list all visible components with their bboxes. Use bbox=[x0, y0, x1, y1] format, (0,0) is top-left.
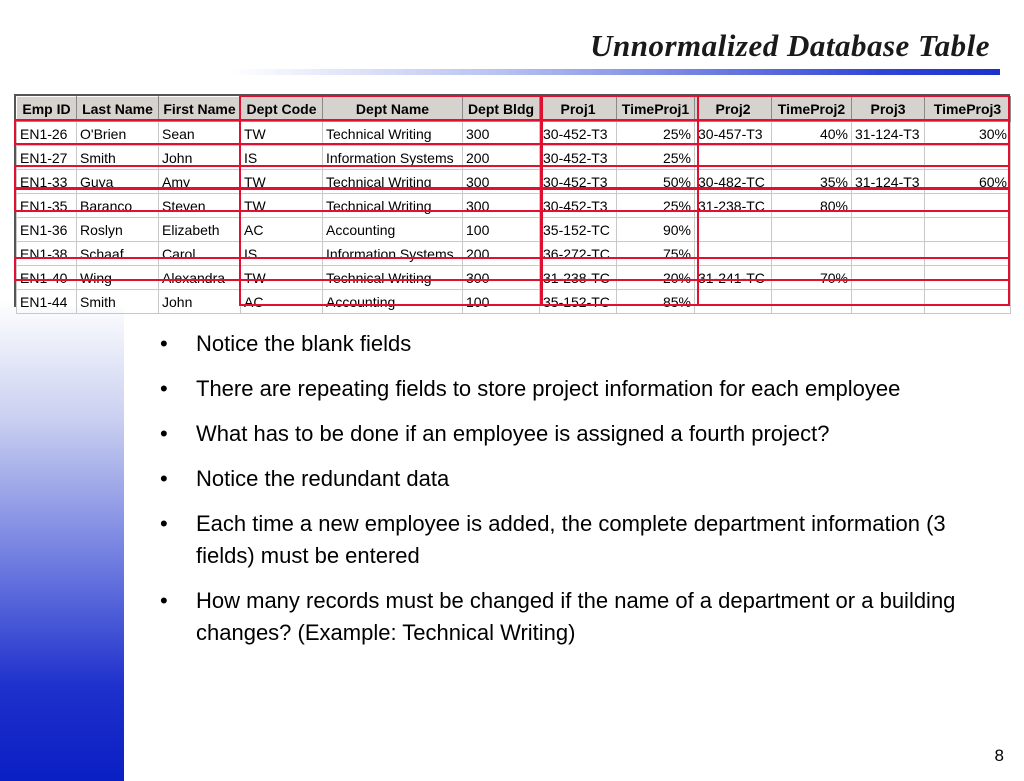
table-cell: 35% bbox=[772, 170, 852, 194]
column-header: TimeProj1 bbox=[617, 97, 695, 122]
table-cell bbox=[852, 194, 925, 218]
table-cell: 200 bbox=[463, 146, 540, 170]
table-cell: 50% bbox=[617, 170, 695, 194]
table-cell bbox=[852, 242, 925, 266]
table-cell bbox=[695, 242, 772, 266]
bullet-list bbox=[160, 328, 1005, 662]
table-cell: 300 bbox=[463, 122, 540, 146]
table-cell: EN1-44 bbox=[17, 290, 77, 314]
table-cell: EN1-40 bbox=[17, 266, 77, 290]
bullet-item: • Notice the blank fields bbox=[160, 328, 1005, 360]
bullet-item: • There are repeating fields to store project information for each employee bbox=[160, 373, 1005, 405]
table-cell: 200 bbox=[463, 242, 540, 266]
table-cell: 31-238-TC bbox=[540, 266, 617, 290]
table-cell bbox=[772, 242, 852, 266]
table-cell: Technical Writing bbox=[323, 170, 463, 194]
table-cell: Technical Writing bbox=[323, 122, 463, 146]
table-cell: 20% bbox=[617, 266, 695, 290]
table-cell: 25% bbox=[617, 194, 695, 218]
table-cell: EN1-36 bbox=[17, 218, 77, 242]
table-cell: Sean bbox=[159, 122, 241, 146]
table-cell: 30-452-T3 bbox=[540, 170, 617, 194]
column-header: TimeProj2 bbox=[772, 97, 852, 122]
table-cell: 80% bbox=[772, 194, 852, 218]
table-cell: 25% bbox=[617, 146, 695, 170]
table-cell: Steven bbox=[159, 194, 241, 218]
table-cell: 100 bbox=[463, 290, 540, 314]
column-header: Dept Code bbox=[241, 97, 323, 122]
bullet-item: • Each time a new employee is added, the complete department information (3 fields) must be entered bbox=[160, 508, 1005, 572]
table-cell: 31-238-TC bbox=[695, 194, 772, 218]
table-cell: 30-482-TC bbox=[695, 170, 772, 194]
table-cell: 35-152-TC bbox=[540, 218, 617, 242]
column-header: Dept Bldg bbox=[463, 97, 540, 122]
table-cell: 100 bbox=[463, 218, 540, 242]
table-cell: John bbox=[159, 290, 241, 314]
table-cell: 25% bbox=[617, 122, 695, 146]
table-cell: TW bbox=[241, 194, 323, 218]
table-cell: AC bbox=[241, 290, 323, 314]
table-cell: 300 bbox=[463, 170, 540, 194]
table-cell bbox=[852, 266, 925, 290]
table-cell: EN1-33 bbox=[17, 170, 77, 194]
table-row bbox=[17, 290, 1011, 314]
table-cell bbox=[695, 218, 772, 242]
table-cell: Elizabeth bbox=[159, 218, 241, 242]
page-number: 8 bbox=[994, 746, 1004, 765]
table-cell: TW bbox=[241, 122, 323, 146]
table-cell: Amy bbox=[159, 170, 241, 194]
table-cell bbox=[852, 290, 925, 314]
bullet-item: • Notice the redundant data bbox=[160, 463, 1005, 495]
column-header: Proj3 bbox=[852, 97, 925, 122]
table-cell: Carol bbox=[159, 242, 241, 266]
table-cell bbox=[925, 194, 1011, 218]
table-cell: 30-452-T3 bbox=[540, 146, 617, 170]
table-cell: 31-124-T3 bbox=[852, 122, 925, 146]
table-cell bbox=[925, 266, 1011, 290]
table-cell: Information Systems bbox=[323, 242, 463, 266]
table-cell: 60% bbox=[925, 170, 1011, 194]
decorative-gradient-sidebar bbox=[0, 300, 124, 781]
table-cell: 85% bbox=[617, 290, 695, 314]
table-cell: Smith bbox=[77, 146, 159, 170]
table-cell: 30-452-T3 bbox=[540, 194, 617, 218]
table-cell: Accounting bbox=[323, 218, 463, 242]
table-cell: EN1-35 bbox=[17, 194, 77, 218]
table-cell: 30% bbox=[925, 122, 1011, 146]
table-cell bbox=[772, 146, 852, 170]
table-cell: 300 bbox=[463, 194, 540, 218]
table-cell: 40% bbox=[772, 122, 852, 146]
table-cell: 30-457-T3 bbox=[695, 122, 772, 146]
table-cell: Information Systems bbox=[323, 146, 463, 170]
table-cell: 31-241-TC bbox=[695, 266, 772, 290]
table-row bbox=[17, 122, 1011, 146]
table-header-row bbox=[17, 97, 1011, 122]
table-cell: IS bbox=[241, 146, 323, 170]
bullet-item: • How many records must be changed if the name of a department or a building changes? (Example: Technical Writing) bbox=[160, 585, 1005, 649]
table-cell: John bbox=[159, 146, 241, 170]
table-cell bbox=[695, 146, 772, 170]
slide-title: Unnormalized Database Table bbox=[590, 28, 990, 63]
column-header: Proj2 bbox=[695, 97, 772, 122]
table-cell: Wing bbox=[77, 266, 159, 290]
table-row bbox=[17, 218, 1011, 242]
column-header: First Name bbox=[159, 97, 241, 122]
table-cell bbox=[772, 218, 852, 242]
table-cell: Alexandra bbox=[159, 266, 241, 290]
table-cell: Technical Writing bbox=[323, 194, 463, 218]
database-table-screenshot bbox=[14, 94, 1010, 310]
table-cell bbox=[852, 218, 925, 242]
column-header: Last Name bbox=[77, 97, 159, 122]
table-cell: 90% bbox=[617, 218, 695, 242]
table-cell: 300 bbox=[463, 266, 540, 290]
table-cell bbox=[852, 146, 925, 170]
table-cell: Accounting bbox=[323, 290, 463, 314]
table-cell: 35-152-TC bbox=[540, 290, 617, 314]
table-cell bbox=[925, 146, 1011, 170]
table-cell: 36-272-TC bbox=[540, 242, 617, 266]
bullet-item: • What has to be done if an employee is assigned a fourth project? bbox=[160, 418, 1005, 450]
table-cell: EN1-38 bbox=[17, 242, 77, 266]
table-cell: AC bbox=[241, 218, 323, 242]
table-row bbox=[17, 170, 1011, 194]
table-body bbox=[17, 122, 1011, 314]
table-cell: Roslyn bbox=[77, 218, 159, 242]
table-cell bbox=[695, 290, 772, 314]
table-cell: 30-452-T3 bbox=[540, 122, 617, 146]
table-cell: TW bbox=[241, 266, 323, 290]
column-header: Proj1 bbox=[540, 97, 617, 122]
column-header: TimeProj3 bbox=[925, 97, 1011, 122]
table-row bbox=[17, 146, 1011, 170]
table-row bbox=[17, 266, 1011, 290]
table-cell: Guya bbox=[77, 170, 159, 194]
table-row bbox=[17, 242, 1011, 266]
table-cell bbox=[925, 218, 1011, 242]
table-cell: TW bbox=[241, 170, 323, 194]
title-underline-rule bbox=[230, 69, 1000, 75]
column-header: Emp ID bbox=[17, 97, 77, 122]
table-cell bbox=[772, 290, 852, 314]
table-cell: Baranco bbox=[77, 194, 159, 218]
table-cell: 70% bbox=[772, 266, 852, 290]
table-cell: O'Brien bbox=[77, 122, 159, 146]
table-cell: Smith bbox=[77, 290, 159, 314]
table-cell bbox=[925, 242, 1011, 266]
employee-table bbox=[16, 96, 1011, 314]
table-cell bbox=[925, 290, 1011, 314]
table-cell: IS bbox=[241, 242, 323, 266]
table-cell: EN1-26 bbox=[17, 122, 77, 146]
table-cell: EN1-27 bbox=[17, 146, 77, 170]
table-row bbox=[17, 194, 1011, 218]
table-cell: Schaaf bbox=[77, 242, 159, 266]
table-cell: 31-124-T3 bbox=[852, 170, 925, 194]
column-header: Dept Name bbox=[323, 97, 463, 122]
table-cell: Technical Writing bbox=[323, 266, 463, 290]
table-cell: 75% bbox=[617, 242, 695, 266]
